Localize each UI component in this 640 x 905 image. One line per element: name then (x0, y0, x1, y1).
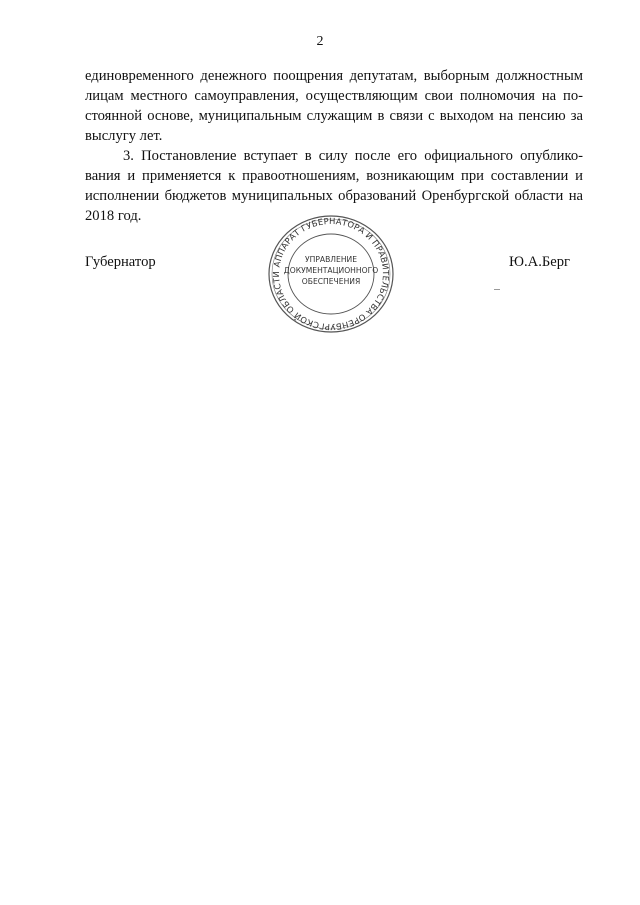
signature-block (0, 254, 640, 284)
seal-center-line-1: УПРАВЛЕНИЕ (304, 255, 358, 264)
page-number: 2 (316, 34, 324, 49)
signatory-name: Ю.А.Берг (509, 254, 570, 270)
paragraph-continuation: единовременного денежного поощрения депутатам, выборным должностным лицам местного самоуправления, осуществляющим свои полномочия на постоянной основе, муниципальным служащим в связи с выходом на пенсию за выслугу лет. (85, 68, 583, 144)
seal-ring-text: АППАРАТ ГУБЕРНАТОРА И ПРАВИТЕЛЬСТВА ОРЕНБУРГСКОЙ ОБЛАСТИ (270, 215, 392, 333)
document-body (85, 66, 583, 226)
signatory-title: Губернатор (85, 254, 156, 270)
signature-mark (494, 289, 500, 290)
paragraph-clause-3: 3. Постановление вступает в силу после его официального опубликования и применяется к правоотношениям, возникающим при составлении и исполнении бюджетов муниципальных образований Оренбургской области на 2018 год. (85, 148, 583, 224)
seal-center-line-3: ОБЕСПЕЧЕНИЯ (301, 277, 361, 286)
seal-center-line-2: ДОКУМЕНТАЦИОННОГО (283, 266, 379, 275)
